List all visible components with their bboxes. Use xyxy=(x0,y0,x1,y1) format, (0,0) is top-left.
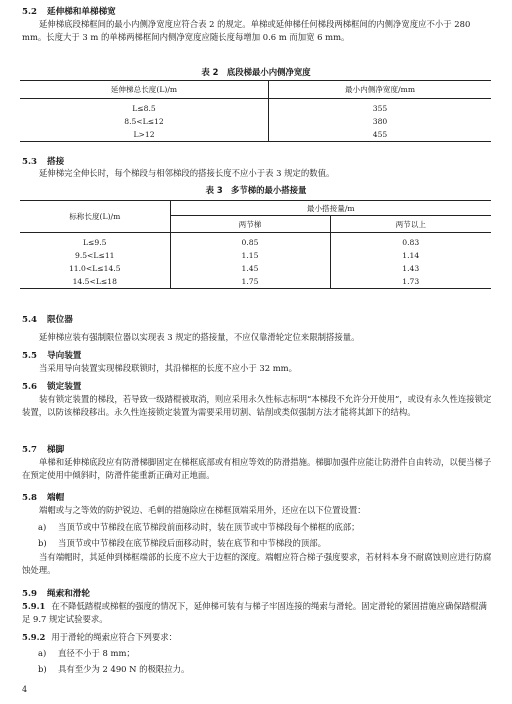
section-5-9-1-text xyxy=(22,600,492,626)
section-title: 端帽 xyxy=(47,493,65,503)
table-cell: 455 xyxy=(372,130,388,139)
table-2-header-length: 延伸梯总长度(L)/m xyxy=(20,81,269,99)
table-cell: 14.5<L≤18 xyxy=(72,277,117,286)
table-cell: 1.15 xyxy=(170,249,330,262)
table-cell: 11.0<L≤14.5 xyxy=(68,264,121,273)
table-cell: 9.5<L≤11 xyxy=(74,251,115,260)
table-row xyxy=(20,233,491,250)
section-title: 限位器 xyxy=(47,315,73,325)
section-5-9-2-text xyxy=(22,631,492,644)
section-5-2-text: 延伸梯底段梯框间的最小内侧净宽度应符合表 2 的规定。单梯或延伸梯任何梯段两梯框间的内侧净宽度应不小于 280 mm。长度大于 3 m 的单梯两梯框间内侧净宽度应随长度每增加 0.6 m 而加宽 6 mm。 xyxy=(22,19,471,43)
list-item xyxy=(38,521,360,533)
table-row xyxy=(20,99,491,116)
section-5-8-heading xyxy=(22,491,64,503)
table-3-header-two: 两节梯 xyxy=(170,216,330,233)
table-cell: 1.14 xyxy=(330,249,491,262)
section-5-3-heading xyxy=(22,155,64,167)
table-3-header-group: 最小搭接量/m xyxy=(170,201,491,216)
table-cell: 1.73 xyxy=(330,275,491,289)
table-row xyxy=(20,115,491,128)
section-5-7-text: 单梯和延伸梯底段应有防滑梯脚固定在梯框底部或有相应等效的防滑措施。梯脚加强件应能让防滑件自由转动，以便当梯子在预定使用中倾斜时，防滑件能重新正确对正地面。 xyxy=(22,457,492,481)
table-cell: 8.5<L≤12 xyxy=(20,115,269,128)
list-item-label: b) xyxy=(38,664,47,674)
section-number: 5.6 xyxy=(22,382,37,392)
list-item-text: 具有至少为 2 490 N 的极限拉力。 xyxy=(58,664,190,674)
section-title: 延伸梯和单梯梯宽 xyxy=(47,7,116,17)
section-5-6-text: 装有锁定装置的梯段，若导致一级踏棍被取消，则应采用永久性标志标明“本梯段不允许分开使用”，或设有永久性连接锁定装置，以防该梯段移出。永久性连接锁定装置为需要采用切割、钻削或类似强制方法才能将其卸下的结构。 xyxy=(22,394,492,418)
table-3 xyxy=(20,200,491,289)
clause-text: 用于滑轮的绳索应符合下列要求： xyxy=(51,632,177,642)
section-5-6-heading xyxy=(22,380,81,392)
table-cell: 1.43 xyxy=(330,262,491,275)
section-5-8-intro: 端帽或与之等效的防护锐边、毛刺的措施除应在梯框顶端采用外，还应在以下位置设置： xyxy=(39,505,366,515)
section-number: 5.7 xyxy=(22,445,37,455)
section-number: 5.9 xyxy=(22,589,37,599)
table-cell: 1.75 xyxy=(170,275,330,289)
section-5-4-heading xyxy=(22,313,73,325)
table-cell: 0.85 xyxy=(170,233,330,250)
section-title: 绳索和滑轮 xyxy=(47,589,90,599)
list-item-label: a) xyxy=(38,522,47,532)
list-item xyxy=(38,663,189,675)
table-cell: 0.83 xyxy=(330,233,491,250)
section-5-5-text: 当采用导向装置实现梯段联锁时，其沿梯框的长度不应小于 32 mm。 xyxy=(39,363,297,373)
clause-text: 在不降低踏棍或梯框的强度的情况下，延伸梯可装有与梯子牢固连接的绳索与滑轮。固定滑轮的紧固措施应确保踏棍满足 9.7 规定试验要求。 xyxy=(22,601,487,625)
section-title: 导向装置 xyxy=(47,351,82,361)
table-2-header-width: 最小内侧净宽度/mm xyxy=(269,81,492,99)
section-5-5-heading xyxy=(22,349,81,361)
table-3-header-length: 标称长度(L)/m xyxy=(20,201,170,233)
list-item-text: 直径不小于 8 mm； xyxy=(58,648,135,658)
section-number: 5.5 xyxy=(22,351,37,361)
section-number: 5.4 xyxy=(22,315,37,325)
section-number: 5.8 xyxy=(22,493,37,503)
table-3-header-more: 两节以上 xyxy=(330,216,491,233)
section-5-9-heading xyxy=(22,587,90,599)
section-title: 锁定装置 xyxy=(47,382,82,392)
list-item xyxy=(38,647,135,659)
table-2-caption: 表 2 底段梯最小内侧净宽度 xyxy=(201,67,311,77)
table-row xyxy=(20,249,491,262)
section-5-4-text: 延伸梯应装有强制限位器以实现表 3 规定的搭接量，不应仅靠滑轮定位来限制搭接量。 xyxy=(39,332,360,342)
table-row xyxy=(20,262,491,275)
section-5-2-heading xyxy=(22,5,116,17)
table-3-caption: 表 3 多节梯的最小搭接量 xyxy=(205,185,307,195)
section-5-3-text: 延伸梯完全伸长时，每个梯段与相邻梯段的搭接长度不应小于表 3 规定的数值。 xyxy=(39,168,335,178)
section-5-8-text: 当有端帽时，其延伸到梯框端部的长度不应大于边框的深度。端帽应符合梯子强度要求，若材料本身不耐腐蚀则应进行防腐蚀处理。 xyxy=(22,552,492,576)
page-number: 4 xyxy=(22,685,28,694)
list-item-label: b) xyxy=(38,538,47,548)
section-5-7-heading xyxy=(22,443,64,455)
list-item-text: 当顶节或中节梯段在底节梯段前面移动时，装在顶节或中节梯段每个梯框的底部； xyxy=(58,522,360,532)
table-cell: L≤8.5 xyxy=(20,99,269,116)
table-cell: 1.45 xyxy=(170,262,330,275)
clause-number: 5.9.1 xyxy=(22,601,46,611)
table-cell: L>12 xyxy=(20,128,269,142)
list-item xyxy=(38,537,326,549)
section-number: 5.2 xyxy=(22,7,37,17)
table-row xyxy=(20,275,491,289)
clause-number: 5.9.2 xyxy=(22,632,46,642)
section-title: 搭接 xyxy=(47,157,65,167)
list-item-label: a) xyxy=(38,648,47,658)
table-cell: 380 xyxy=(372,117,388,126)
table-row xyxy=(20,128,491,142)
section-title: 梯脚 xyxy=(47,445,65,455)
table-cell: L≤9.5 xyxy=(83,238,107,247)
table-2 xyxy=(20,80,491,142)
table-cell: 355 xyxy=(372,104,388,113)
section-number: 5.3 xyxy=(22,157,37,167)
list-item-text: 当顶节或中节梯段在底节梯段后面移动时，装在底节和中节梯段的顶部。 xyxy=(58,538,326,548)
